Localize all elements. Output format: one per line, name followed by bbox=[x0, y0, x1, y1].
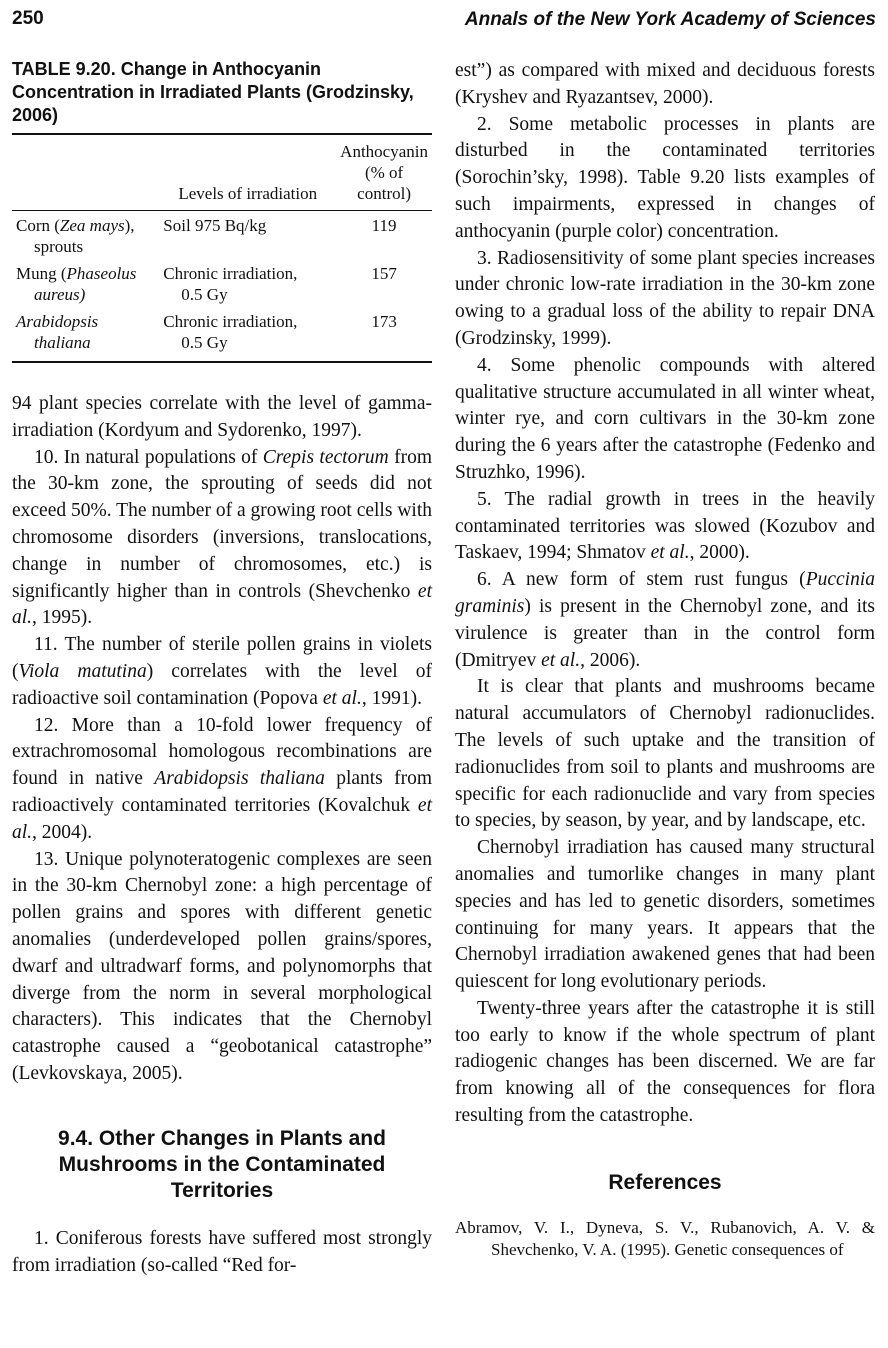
species-name: Puccinia graminis bbox=[455, 569, 875, 617]
table-cell-level: Soil 975 Bq/kg bbox=[163, 216, 267, 235]
table-title: Change in Anthocyanin Concentration in Irradiated Plants (Grodzinsky, 2006) bbox=[12, 59, 414, 125]
table-row bbox=[12, 307, 432, 362]
left-paragraph-item-13: 13. Unique polynoteratogenic complexes are seen in the 30-km Chernobyl zone: a high percentage of pollen grains and spores with different genetic anomalies (underdeveloped pollen grains/spores, dwarf and ultradwarf forms, and polynomorphs that diverge from the norm in several morphological characters). This indicates that the Chernobyl catastrophe caused a “geobotanical catastrophe” (Levkovskaya, 2005). bbox=[12, 848, 432, 1084]
left-paragraph-1: 94 plant species correlate with the level of gamma-irradiation (Kordyum and Sydorenko, 1997). bbox=[12, 393, 432, 441]
table-header-plant bbox=[12, 134, 159, 211]
reference-entry: Abramov, V. I., Dyneva, S. V., Rubanovich, A. V. & Shevchenko, V. A. (1995). Genetic consequences of bbox=[455, 1217, 875, 1259]
table-cell-anthocyanin: 119 bbox=[371, 216, 397, 235]
table-label: TABLE 9.20. bbox=[12, 59, 116, 79]
table-header-levels: Levels of irradiation bbox=[159, 134, 336, 211]
right-paragraph-summary-3: Twenty-three years after the catastrophe it is still too early to know if the whole spectrum of plant radiogenic changes has been discerned. We are far from knowing all of the consequences for flora resulting from the catastrophe. bbox=[455, 997, 875, 1127]
left-paragraph-item-10: 10. In natural populations of Crepis tectorum from the 30-km zone, the sprouting of seeds did not exceed 50%. The number of a growing root cells with chromosome disorders (inversions, translocations, change in number of chromosomes, etc.) is significantly higher than in controls (Shevchenko et al., 1995). bbox=[12, 446, 433, 629]
right-paragraph-summary-1: It is clear that plants and mushrooms became natural accumulators of Chernobyl radionuclides. The levels of such uptake and the transition of radionuclides from soil to plants and mushrooms are specific for each radionuclide and vary from species to species, by season, by year, and by landscape, etc. bbox=[455, 676, 875, 832]
left-column bbox=[12, 58, 432, 1279]
section-heading: 9.4. Other Changes in Plants and Mushrooms in the Contaminated Territories bbox=[58, 1126, 386, 1202]
table-cell-level: Chronic irradiation, 0.5 Gy bbox=[159, 307, 336, 362]
right-paragraph-item-5: 5. The radial growth in trees in the heavily contaminated territories was slowed (Kozubov and Taskaev, 1994; Shmatov et al., 2000). bbox=[455, 488, 875, 564]
left-paragraph-item-11: 11. The number of sterile pollen grains in violets (Viola matutina) correlates with the level of radioactive soil contamination (Popova et al., 1991). bbox=[12, 634, 433, 709]
table-header-anthocyanin: Anthocyanin (% of control) bbox=[336, 134, 432, 211]
right-paragraph-item-2: 2. Some metabolic processes in plants are disturbed in the contaminated territories (Sorochin’sky, 1998). Table 9.20 lists examples of such impairments, expressed in changes of anthocyanin (purple color) concentration. bbox=[455, 113, 875, 242]
right-paragraph-item-3: 3. Radiosensitivity of some plant species increases under chronic low-rate irradiation in the 30-km zone owing to a gradual loss of the ability to repair DNA (Grodzinsky, 1999). bbox=[455, 247, 875, 349]
table-header-row bbox=[12, 134, 432, 211]
journal-title: Annals of the New York Academy of Sciences bbox=[464, 9, 876, 30]
right-paragraph-continued: est”) as compared with mixed and deciduous forests (Kryshev and Ryazantsev, 2000). bbox=[455, 60, 875, 108]
species-name: Arabidopsis thaliana bbox=[154, 768, 325, 790]
anthocyanin-table bbox=[12, 133, 432, 363]
table-row bbox=[12, 259, 432, 307]
table-cell-anthocyanin: 173 bbox=[336, 307, 432, 362]
right-paragraph-summary-2: Chernobyl irradiation has caused many structural anomalies and tumorlike changes in many plant species and has led to genetic disorders, sometimes continuing for many years. It appears that the Chernobyl irradiation awakened genes that had been quiescent for long evolutionary periods. bbox=[455, 837, 875, 993]
table-cell-anthocyanin: 157 bbox=[371, 264, 397, 283]
references-heading: References bbox=[608, 1170, 722, 1194]
table-cell-plant: Arabidopsis thaliana bbox=[12, 307, 159, 362]
table-body bbox=[12, 211, 432, 363]
left-paragraph-item-12: 12. More than a 10-fold lower frequency of extrachromosomal homologous recombinations are found in native Arabidopsis thaliana plants from radioactively contaminated territories (Kovalchuk et al., 2004). bbox=[12, 714, 432, 843]
species-name: Crepis tectorum bbox=[262, 446, 389, 468]
table-cell-plant: Mung (Phaseolus aureus) bbox=[16, 264, 137, 304]
table-cell-level: Chronic irradiation, 0.5 Gy bbox=[163, 264, 298, 304]
table-caption bbox=[12, 58, 432, 127]
right-paragraph-item-4: 4. Some phenolic compounds with altered qualitative structure accumulated in all winter wheat, winter rye, and corn cultivars in the 30-km zone during the 6 years after the catastrophe (Fedenko and Struzhko, 1996). bbox=[455, 354, 875, 483]
table-cell-plant: Corn (Zea mays), sprouts bbox=[16, 216, 135, 256]
right-column bbox=[455, 58, 875, 1261]
left-paragraph-item-1: 1. Coniferous forests have suffered most strongly from irradiation (so-called “Red for- bbox=[12, 1227, 432, 1276]
right-paragraph-item-6: 6. A new form of stem rust fungus (Puccinia graminis) is present in the Chernobyl zone, and its virulence is greater than in the control form (Dmitryev et al., 2006). bbox=[455, 569, 875, 671]
table-row bbox=[12, 211, 432, 260]
species-name: Viola matutina bbox=[18, 660, 147, 682]
page-number: 250 bbox=[12, 8, 44, 29]
